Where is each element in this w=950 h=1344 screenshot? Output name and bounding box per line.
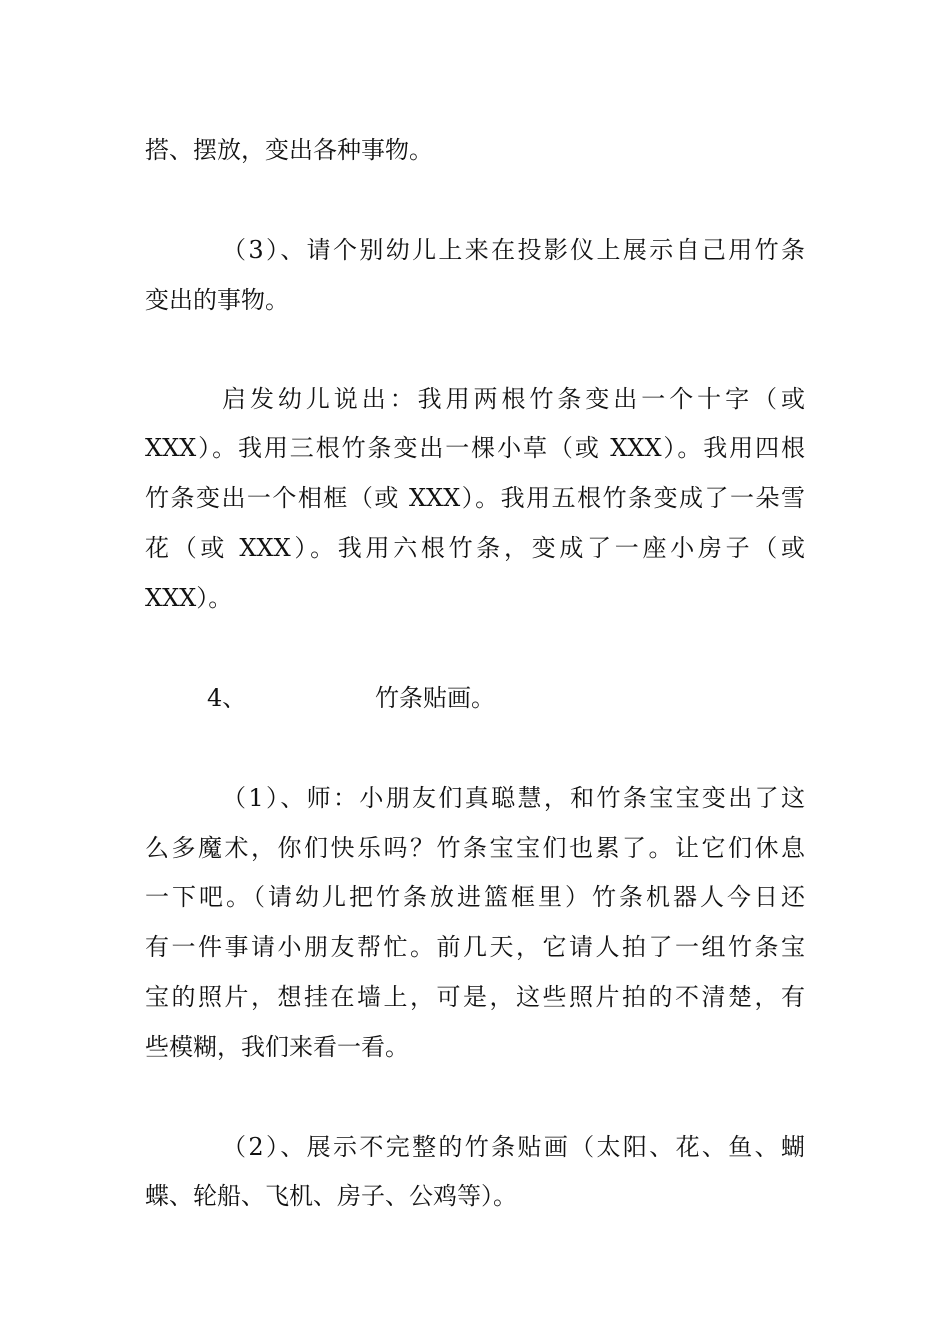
text-line: 蝶、轮船、飞机、房子、公鸡等）。 <box>145 1182 517 1210</box>
text-line: 有一件事请小朋友帮忙。前几天，它请人拍了一组竹条宝 <box>145 933 805 961</box>
text-line: XXX）。我用三根竹条变出一棵小草（或 XXX）。我用四根 <box>145 434 805 462</box>
text-line: 宝的照片，想挂在墙上，可是，这些照片拍的不清楚，有 <box>145 983 805 1011</box>
text-line: 搭、摆放，变出各种事物。 <box>145 136 433 164</box>
text-line: 一下吧。（请幼儿把竹条放进篮框里）竹条机器人今日还 <box>145 883 805 911</box>
text-line: XXX）。 <box>145 584 233 612</box>
text-line: 启发幼儿说出：我用两根竹条变出一个十字（或 <box>222 385 805 413</box>
text-line: 变出的事物。 <box>145 286 289 314</box>
section-number: 4、 <box>207 684 247 712</box>
text-line: （3）、请个别幼儿上来在投影仪上展示自己用竹条 <box>222 236 805 264</box>
section-title: 竹条贴画。 <box>375 684 495 712</box>
text-line: （1）、师：小朋友们真聪慧，和竹条宝宝变出了这 <box>222 784 805 812</box>
text-line: 些模糊，我们来看一看。 <box>145 1033 409 1061</box>
text-line: 么多魔术，你们快乐吗？竹条宝宝们也累了。让它们休息 <box>145 834 805 862</box>
text-line: 竹条变出一个相框（或 XXX）。我用五根竹条变成了一朵雪 <box>145 484 805 512</box>
text-line: 花（或 XXX）。我用六根竹条，变成了一座小房子（或 <box>145 534 805 562</box>
text-line: （2）、展示不完整的竹条贴画（太阳、花、鱼、蝴 <box>222 1133 805 1161</box>
